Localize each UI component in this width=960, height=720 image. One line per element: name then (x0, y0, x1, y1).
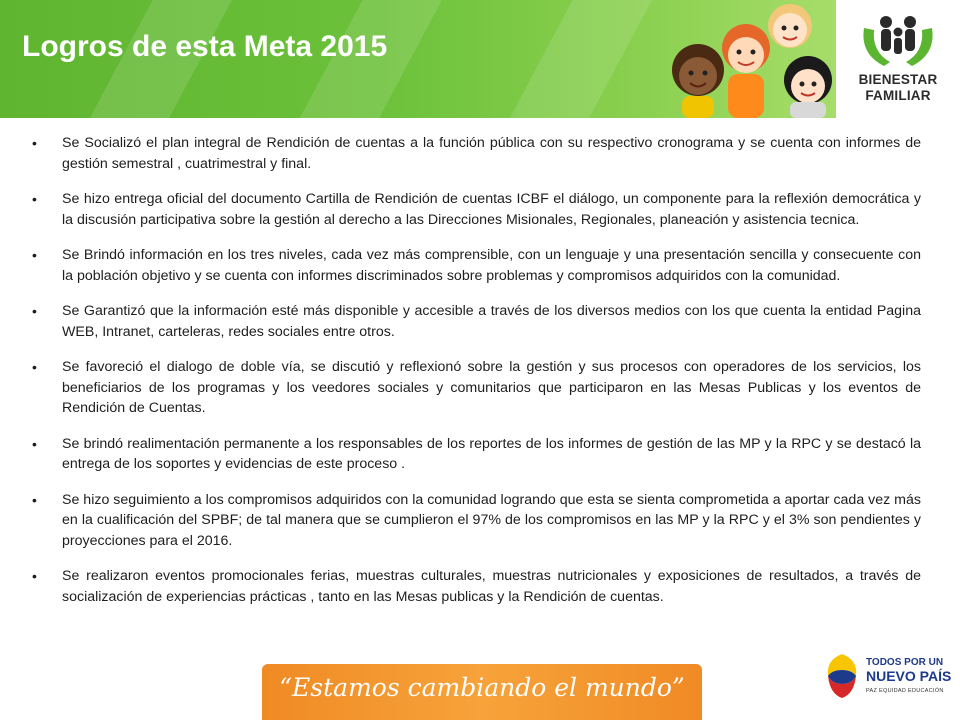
bullet-text: Se Brindó información en los tres niveles, cada vez más comprensible, con un lenguaje y una presentación sencilla y consecuente con la población objetivo y se cuenta con informes discriminados sobre problemas y compromisos adquiridos con la comunidad. (62, 247, 921, 284)
list-item (28, 189, 921, 230)
footer-slogan: “Estamos cambiando el mundo” (279, 673, 685, 702)
bullet-text: Se hizo seguimiento a los compromisos adquiridos con la comunidad logrando que esta se sienta comprometida a aportar cada vez más en la cualificación del SPBF; de tal manera que se cumplieron el 97% de los compromisos en las MP y la RPC y el 3% son pendientes y proyecciones para el 2016. (62, 491, 921, 549)
bullet-icon: • (32, 435, 37, 452)
list-item (28, 490, 921, 552)
bullet-icon: • (32, 247, 37, 263)
bullet-text: Se favoreció el dialogo de doble vía, se discutió y reflexionó sobre la gestión y sus procesos con operadores de los servicios, los beneficiarios de los programas y los veedores sociales y comunitarios que participaron en las Mesas Publicas y los eventos de Rendición de Cuentas. (62, 359, 921, 416)
list-item (28, 566, 921, 607)
bullet-icon: • (32, 191, 37, 207)
family-hands-icon (856, 10, 940, 70)
bullet-text: Se Garantizó que la información esté más disponible y accesible a través de los diversos medios con los que cuenta la entidad Pagina WEB, Intranet, carteleras, redes sociales entre otros. (62, 303, 921, 340)
bullet-icon: • (32, 135, 37, 151)
bullet-text: Se Socializó el plan integral de Rendición de cuentas a la función pública con su respectivo cronograma y se cuenta con informes de gestión semestral , cuatrimestral y final. (62, 135, 921, 172)
list-item (28, 434, 921, 475)
header (0, 0, 960, 118)
bullet-text: Se brindó realimentación permanente a los responsables de los reportes de los informes de gestión de las MP y la RPC y se destacó la entrega de los soportes y evidencias de este proceso . (62, 435, 921, 472)
bullet-icon: • (32, 568, 37, 584)
logo-text-bienestar: BIENESTAR (858, 72, 938, 87)
bienestar-familiar-logo (836, 0, 960, 118)
list-item (28, 245, 921, 286)
colombia-flag-brush-icon (822, 650, 862, 702)
children-illustration (658, 0, 836, 118)
page-title: Logros de esta Meta 2015 (22, 30, 388, 63)
todos-por-un-nuevo-pais-logo (818, 640, 960, 720)
achievements-content (28, 133, 921, 622)
bullet-icon: • (32, 491, 37, 508)
bullet-icon: • (32, 359, 37, 375)
list-item (28, 301, 921, 342)
list-item (28, 133, 921, 174)
bullet-text: Se hizo entrega oficial del documento Cartilla de Rendición de cuentas ICBF el diálogo, un componente para la reflexión democrática y la discusión participativa sobre la gestión al derecho a las Direcciones Misionales, Regionales, planeación y asistencia tecnica. (62, 191, 921, 228)
header-stripe (492, 0, 657, 118)
achievements-list (28, 133, 921, 607)
country-text-line3: PAZ EQUIDAD EDUCACIÓN (866, 688, 944, 694)
country-text-line1: TODOS POR UN (866, 657, 944, 668)
bullet-icon: • (32, 303, 37, 319)
logo-text-familiar: FAMILIAR (865, 88, 931, 103)
list-item (28, 357, 921, 419)
country-text-line2: NUEVO PAÍS (866, 668, 952, 684)
bullet-text: Se realizaron eventos promocionales ferias, muestras culturales, muestras nutricionales y exposiciones de resultados, a través de socialización de experiencias prácticas , tanto en las Mesas publicas y la Rendición de cuentas. (62, 568, 921, 605)
